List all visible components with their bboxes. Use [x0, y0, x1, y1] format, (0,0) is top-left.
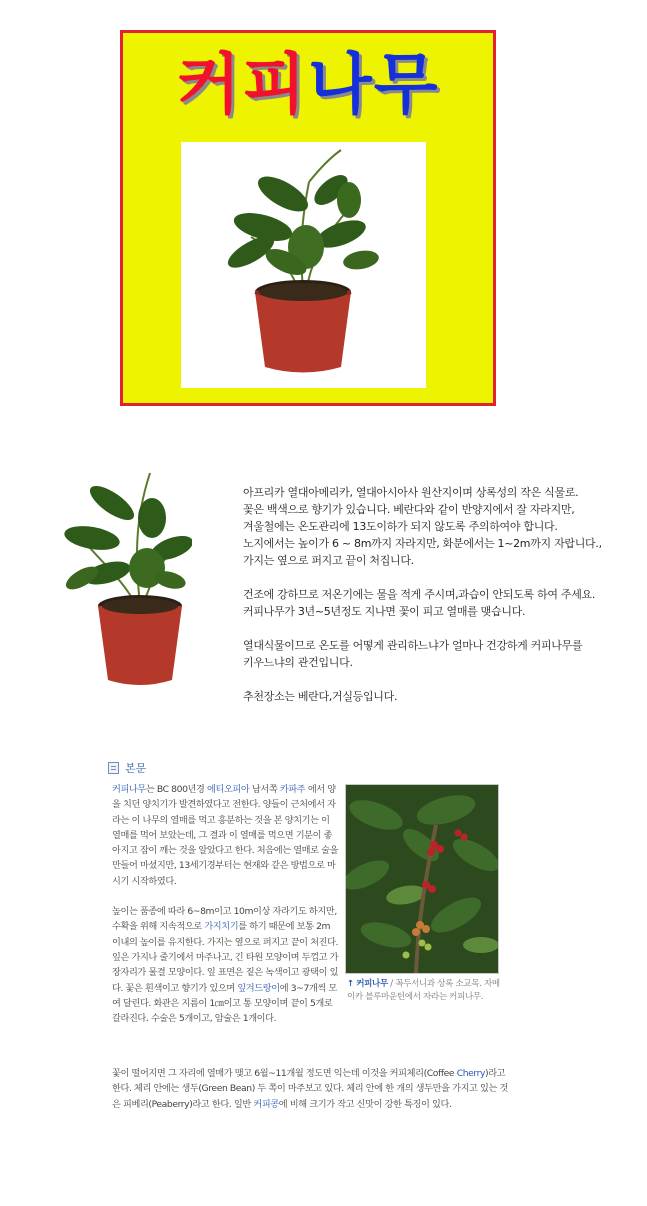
coffee-cherry-photo: [345, 784, 499, 974]
link-kaffa[interactable]: 카파주: [279, 784, 306, 795]
article-paragraph-2: [112, 904, 340, 1026]
text-run: 에 3~7개씩 모여 달린다. 화관은 지름이 1㎝이고 통 모양이며 끝이 5개로 갈라진다. 수술은 5개이고, 암술은 1개이다.: [112, 982, 337, 1025]
desc-line: 노지에서는 높이가 6 ~ 8m까지 자라지만, 화분에서는 1~2m까지 자랍니다.,: [243, 537, 602, 550]
link-coffee-bean[interactable]: 커피콩: [253, 1098, 279, 1110]
text-run: 남서쪽: [249, 784, 280, 795]
desc-line: 가지는 옆으로 퍼지고 끝이 처집니다.: [243, 554, 414, 567]
text-run: )라고 한다. 체리 안에는 생두(Green Bean) 두 쪽이 마주보고 있다. 체리 안에 한 개의 생두만을 가지고 있는 것은 피베리(Peaberry)라고 한다. 일반: [112, 1068, 508, 1110]
text-run: 에서 양을 치던 양치기가 발견하였다고 전한다. 양들이 근처에서 자라는 이 나무의 열매를 먹고 흥분하는 것을 본 양치기는 이 열매를 먹어 보았는데, 그 결과 이 열매를 먹으면 기분이 좋아지고 잠이 깨는 것을 알았다고 한다. 처음에는 열매로 술을 만들어 마셨지만, 13세기경부터는 현재와 같은 방법으로 마시기 시작하였다.: [112, 784, 339, 887]
desc-line: 추천장소는 베란다,거실등입니다.: [243, 690, 398, 703]
desc-line: 커피나무가 3년~5년정도 지나면 꽃이 피고 열매를 맺습니다.: [243, 605, 526, 618]
text-run: 꽃이 떨어지면 그 자리에 열매가 맺고 6월~11개월 정도면 익는데 이것을 커피체리(Coffee: [112, 1068, 457, 1079]
desc-line: 건조에 강하므로 저온기에는 물을 적게 주시며,과습이 안되도록 하여 주세요.: [243, 588, 596, 601]
photo-caption: [347, 978, 503, 1004]
caption-arrow: ↑: [347, 979, 354, 989]
potted-coffee-plant-image: [181, 142, 426, 388]
banner-title-red: 커피: [176, 46, 308, 123]
article-paragraph-1: [112, 782, 340, 889]
desc-line: 겨울철에는 온도관리에 13도이하가 되지 않도록 주의하여야 합니다.: [243, 520, 558, 533]
text-run: 는 BC 800년경: [145, 784, 207, 795]
link-pruning[interactable]: 가지치기: [204, 921, 239, 933]
plant-photo: [52, 468, 192, 692]
section-label: 본문: [125, 762, 147, 775]
link-coffee-tree[interactable]: 커피나무: [112, 784, 146, 795]
banner-title: [123, 45, 493, 125]
link-leaf-axil[interactable]: 잎겨드랑이: [237, 982, 280, 994]
link-ethiopia[interactable]: 에티오피아: [207, 784, 250, 795]
section-header: [108, 760, 146, 776]
link-cherry[interactable]: Cherry: [456, 1068, 486, 1079]
article-paragraph-3: [112, 1066, 512, 1112]
article-body-continued: [112, 1066, 512, 1112]
caption-title[interactable]: 커피나무: [356, 979, 388, 989]
desc-line: 꽃은 백색으로 향기가 있습니다. 베란다와 같이 반양지에서 잘 자라지만,: [243, 503, 575, 516]
text-run: 에 비해 크기가 작고 신맛이 강한 특징이 있다.: [278, 1098, 452, 1110]
coffee-branch-image: [346, 785, 498, 973]
desc-line: 열대식물이므로 온도를 어떻게 관리하느냐가 얼마나 건강하게 커피나무를: [243, 639, 583, 652]
banner-title-blue: 나무: [308, 46, 440, 123]
desc-line: 키우느냐의 관건입니다.: [243, 656, 353, 669]
text-run: 높이는 품종에 따라 6~8m이고 10m이상 자라기도 하지만, 수확을 위해 지속적으로: [112, 906, 337, 933]
text-run: 를 하기 때문에 보통 2m 이내의 높이를 유지한다. 가지는 옆으로 퍼지고 끝이 처진다. 잎은 가지나 줄기에서 마주나고, 긴 타원 모양이며 두껍고 가장자리가 물결 모양이다. 잎 표면은 짙은 녹색이고 광택이 있다. 꽃은 흰색이고 향기가 있으며: [112, 921, 339, 994]
plant-description: [243, 484, 613, 705]
coffee-plant-pot-image: [52, 468, 192, 692]
title-banner: [120, 30, 496, 406]
document-icon: [108, 762, 119, 774]
banner-plant-photo: [181, 142, 426, 388]
caption-text: / 꼭두서니과 상록 소교목. 자메이카 블루마운틴에서 자라는 커피나무.: [347, 979, 500, 1002]
article-body: [112, 782, 340, 1026]
desc-line: 아프리카 열대아메리카, 열대아시아사 원산지이며 상록성의 작은 식물로.: [243, 486, 579, 499]
